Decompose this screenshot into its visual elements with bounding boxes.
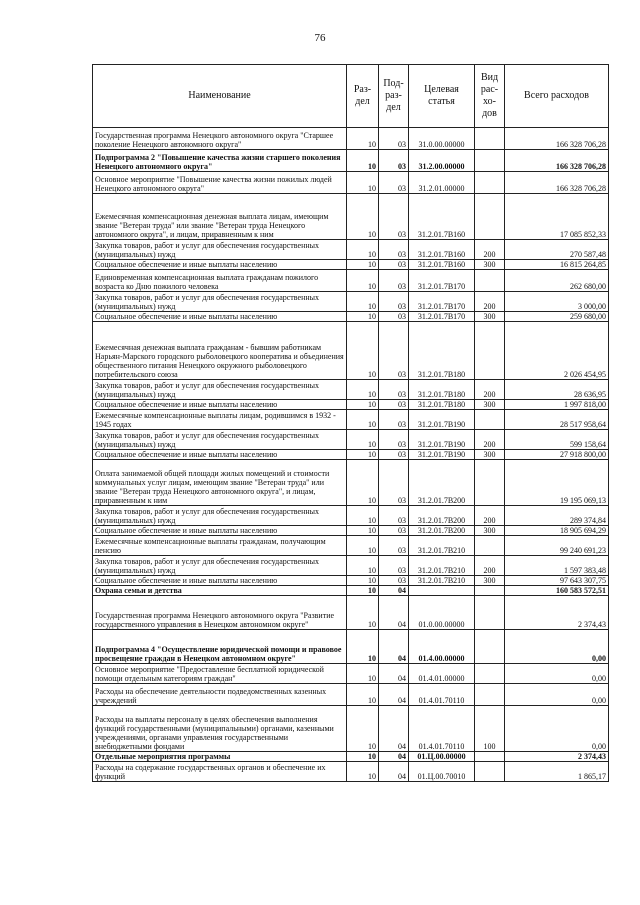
row-name: Закупка товаров, работ и услуг для обеспечения государственных (муниципальных) нужд: [93, 380, 347, 400]
row-razdel: 10: [347, 322, 379, 380]
table-row: [93, 684, 609, 706]
row-razdel: 10: [347, 430, 379, 450]
row-total: 166 328 706,28: [505, 150, 609, 172]
row-vid-rashodov: 300: [475, 400, 505, 410]
row-total: 0,00: [505, 706, 609, 752]
row-total: 27 918 800,00: [505, 450, 609, 460]
row-total: 160 583 572,51: [505, 586, 609, 596]
row-vid-rashodov: 200: [475, 240, 505, 260]
row-name: Закупка товаров, работ и услуг для обеспечения государственных (муниципальных) нужд: [93, 556, 347, 576]
row-celevaya-statya: 31.2.01.7В160: [409, 260, 475, 270]
row-vid-rashodov: [475, 128, 505, 150]
row-name: Подпрограмма 2 "Повышение качества жизни старшего поколения Ненецкого автономного округа": [93, 150, 347, 172]
row-name: Ежемесячная денежная выплата гражданам - бывшим работникам Нарьян-Марского городского рыболовецкого кооператива и объединения общественного питания Ненецкого окружного рыболовецкого потребительского союза: [93, 322, 347, 380]
row-vid-rashodov: 300: [475, 526, 505, 536]
table-row: [93, 752, 609, 762]
row-total: 2 374,43: [505, 752, 609, 762]
row-podrazdel: 03: [379, 172, 409, 194]
row-podrazdel: 03: [379, 450, 409, 460]
row-celevaya-statya: 01.0.00.00000: [409, 596, 475, 630]
row-podrazdel: 04: [379, 762, 409, 782]
row-podrazdel: 03: [379, 536, 409, 556]
row-vid-rashodov: [475, 664, 505, 684]
row-total: 16 815 264,85: [505, 260, 609, 270]
table-row: [93, 664, 609, 684]
row-celevaya-statya: 31.2.01.7В170: [409, 292, 475, 312]
row-celevaya-statya: 31.2.01.7В210: [409, 576, 475, 586]
row-name: Оплата занимаемой общей площади жилых помещений и стоимости коммунальных услуг лицам, имеющим звание "Ветеран труда" или звание "Ветеран труда Ненецкого автономного округа", и лицам, приравненным к ним: [93, 460, 347, 506]
row-podrazdel: 04: [379, 752, 409, 762]
row-name: Ежемесячные компенсационные выплаты гражданам, получающим пенсию: [93, 536, 347, 556]
row-vid-rashodov: 300: [475, 260, 505, 270]
row-razdel: 10: [347, 526, 379, 536]
row-podrazdel: 03: [379, 128, 409, 150]
row-total: 599 158,64: [505, 430, 609, 450]
row-celevaya-statya: 31.2.01.7В170: [409, 270, 475, 292]
table-row: [93, 762, 609, 782]
table-row: [93, 400, 609, 410]
row-podrazdel: 03: [379, 312, 409, 322]
row-celevaya-statya: 31.2.01.7В210: [409, 556, 475, 576]
row-name: Подпрограмма 4 "Осуществление юридической помощи и правовое просвещение граждан в Ненецком автономном округе": [93, 630, 347, 664]
table-row: [93, 586, 609, 596]
row-podrazdel: 03: [379, 526, 409, 536]
row-razdel: 10: [347, 596, 379, 630]
row-celevaya-statya: 31.2.01.00000: [409, 172, 475, 194]
row-podrazdel: 04: [379, 706, 409, 752]
row-celevaya-statya: 31.2.01.7В180: [409, 380, 475, 400]
row-vid-rashodov: [475, 684, 505, 706]
row-razdel: 10: [347, 292, 379, 312]
row-name: Расходы на содержание государственных органов и обеспечение их функций: [93, 762, 347, 782]
table-row: [93, 430, 609, 450]
row-total: 17 085 852,33: [505, 194, 609, 240]
row-celevaya-statya: 31.2.01.7В190: [409, 410, 475, 430]
table-row: [93, 260, 609, 270]
row-name: Расходы на обеспечение деятельности подведомственных казенных учреждений: [93, 684, 347, 706]
table-row: [93, 194, 609, 240]
row-celevaya-statya: 01.4.01.70110: [409, 684, 475, 706]
header-row: [93, 65, 609, 128]
row-razdel: 10: [347, 506, 379, 526]
row-podrazdel: 04: [379, 596, 409, 630]
row-vid-rashodov: [475, 586, 505, 596]
row-vid-rashodov: 200: [475, 506, 505, 526]
row-total: 28 636,95: [505, 380, 609, 400]
table-row: [93, 172, 609, 194]
row-razdel: 10: [347, 128, 379, 150]
row-vid-rashodov: [475, 752, 505, 762]
row-razdel: 10: [347, 706, 379, 752]
table-row: [93, 240, 609, 260]
row-razdel: 10: [347, 380, 379, 400]
row-razdel: 10: [347, 556, 379, 576]
row-vid-rashodov: 300: [475, 312, 505, 322]
row-name: Закупка товаров, работ и услуг для обеспечения государственных (муниципальных) нужд: [93, 292, 347, 312]
row-celevaya-statya: 31.2.01.7В210: [409, 536, 475, 556]
row-total: 259 680,00: [505, 312, 609, 322]
row-razdel: 10: [347, 460, 379, 506]
row-name: Социальное обеспечение и иные выплаты населению: [93, 576, 347, 586]
row-name: Основное мероприятие "Повышение качества жизни пожилых людей Ненецкого автономного округа": [93, 172, 347, 194]
row-vid-rashodov: 200: [475, 292, 505, 312]
row-podrazdel: 03: [379, 292, 409, 312]
row-vid-rashodov: [475, 194, 505, 240]
row-vid-rashodov: [475, 630, 505, 664]
row-razdel: 10: [347, 410, 379, 430]
row-total: 0,00: [505, 630, 609, 664]
table-row: [93, 312, 609, 322]
row-celevaya-statya: 01.4.01.70110: [409, 706, 475, 752]
row-razdel: 10: [347, 752, 379, 762]
row-vid-rashodov: [475, 172, 505, 194]
row-vid-rashodov: 300: [475, 576, 505, 586]
row-vid-rashodov: [475, 460, 505, 506]
row-celevaya-statya: 01.Ц.00.70010: [409, 762, 475, 782]
row-razdel: 10: [347, 576, 379, 586]
row-podrazdel: 04: [379, 586, 409, 596]
row-vid-rashodov: [475, 150, 505, 172]
row-podrazdel: 03: [379, 460, 409, 506]
row-razdel: 10: [347, 450, 379, 460]
row-celevaya-statya: 31.0.00.00000: [409, 128, 475, 150]
row-vid-rashodov: 200: [475, 380, 505, 400]
row-podrazdel: 03: [379, 556, 409, 576]
header-vid: Вид рас- хо- дов: [475, 65, 505, 128]
row-celevaya-statya: 31.2.01.7В200: [409, 506, 475, 526]
row-name: Закупка товаров, работ и услуг для обеспечения государственных (муниципальных) нужд: [93, 240, 347, 260]
row-total: 2 374,43: [505, 596, 609, 630]
row-podrazdel: 03: [379, 506, 409, 526]
table-row: [93, 706, 609, 752]
row-razdel: 10: [347, 536, 379, 556]
row-total: 0,00: [505, 664, 609, 684]
table-row: [93, 596, 609, 630]
row-razdel: 10: [347, 194, 379, 240]
row-celevaya-statya: 01.4.00.00000: [409, 630, 475, 664]
row-razdel: 10: [347, 260, 379, 270]
row-name: Закупка товаров, работ и услуг для обеспечения государственных (муниципальных) нужд: [93, 506, 347, 526]
table-row: [93, 536, 609, 556]
row-total: 97 643 307,75: [505, 576, 609, 586]
row-podrazdel: 03: [379, 322, 409, 380]
table-row: [93, 410, 609, 430]
row-podrazdel: 04: [379, 684, 409, 706]
row-vid-rashodov: 200: [475, 430, 505, 450]
row-vid-rashodov: [475, 322, 505, 380]
row-total: 28 517 958,64: [505, 410, 609, 430]
row-razdel: 10: [347, 150, 379, 172]
row-name: Отдельные мероприятия программы: [93, 752, 347, 762]
row-total: 289 374,84: [505, 506, 609, 526]
row-name: Социальное обеспечение и иные выплаты населению: [93, 400, 347, 410]
row-name: Социальное обеспечение и иные выплаты населению: [93, 450, 347, 460]
table-row: [93, 322, 609, 380]
row-razdel: 10: [347, 762, 379, 782]
row-total: 2 026 454,95: [505, 322, 609, 380]
row-celevaya-statya: 31.2.01.7В190: [409, 430, 475, 450]
row-podrazdel: 03: [379, 260, 409, 270]
row-celevaya-statya: 31.2.01.7В160: [409, 194, 475, 240]
row-total: 262 680,00: [505, 270, 609, 292]
row-razdel: 10: [347, 312, 379, 322]
row-podrazdel: 03: [379, 430, 409, 450]
row-podrazdel: 03: [379, 576, 409, 586]
row-razdel: 10: [347, 172, 379, 194]
row-name: Социальное обеспечение и иные выплаты населению: [93, 526, 347, 536]
row-celevaya-statya: 31.2.01.7В180: [409, 322, 475, 380]
row-celevaya-statya: 01.Ц.00.00000: [409, 752, 475, 762]
header-celevaya: Целевая статья: [409, 65, 475, 128]
row-podrazdel: 03: [379, 150, 409, 172]
table-row: [93, 506, 609, 526]
row-razdel: 10: [347, 664, 379, 684]
header-podrazdel: Под- раз- дел: [379, 65, 409, 128]
row-celevaya-statya: 31.2.01.7В190: [409, 450, 475, 460]
header-razdel: Раз- дел: [347, 65, 379, 128]
budget-table: [92, 64, 609, 782]
table-row: [93, 450, 609, 460]
table-row: [93, 292, 609, 312]
row-vid-rashodov: [475, 536, 505, 556]
row-podrazdel: 03: [379, 240, 409, 260]
table-row: [93, 270, 609, 292]
row-vid-rashodov: 200: [475, 556, 505, 576]
row-celevaya-statya: 31.2.00.00000: [409, 150, 475, 172]
row-name: Ежемесячные компенсационные выплаты лицам, родившимся в 1932 - 1945 годах: [93, 410, 347, 430]
row-podrazdel: 03: [379, 400, 409, 410]
row-podrazdel: 03: [379, 380, 409, 400]
row-total: 99 240 691,23: [505, 536, 609, 556]
table-row: [93, 460, 609, 506]
row-celevaya-statya: 31.2.01.7В170: [409, 312, 475, 322]
row-celevaya-statya: 01.4.01.00000: [409, 664, 475, 684]
row-name: Ежемесячная компенсационная денежная выплата лицам, имеющим звание "Ветеран труда" или звание "Ветеран труда Ненецкого автономного округа", и лицам, приравненным к ним: [93, 194, 347, 240]
table-row: [93, 526, 609, 536]
row-celevaya-statya: 31.2.01.7В200: [409, 526, 475, 536]
row-name: Охрана семьи и детства: [93, 586, 347, 596]
row-razdel: 10: [347, 630, 379, 664]
row-name: Единовременная компенсационная выплата гражданам пожилого возраста ко Дню пожилого человека: [93, 270, 347, 292]
row-podrazdel: 03: [379, 270, 409, 292]
row-total: 18 905 694,29: [505, 526, 609, 536]
row-vid-rashodov: [475, 410, 505, 430]
row-razdel: 10: [347, 240, 379, 260]
row-vid-rashodov: [475, 596, 505, 630]
row-total: 1 865,17: [505, 762, 609, 782]
row-razdel: 10: [347, 586, 379, 596]
row-vid-rashodov: [475, 270, 505, 292]
row-total: 1 997 818,00: [505, 400, 609, 410]
row-name: Государственная программа Ненецкого автономного округа "Развитие государственного управления в Ненецком автономном округе": [93, 596, 347, 630]
row-celevaya-statya: 31.2.01.7В160: [409, 240, 475, 260]
row-vid-rashodov: 100: [475, 706, 505, 752]
row-total: 1 597 383,48: [505, 556, 609, 576]
row-podrazdel: 03: [379, 194, 409, 240]
row-name: Государственная программа Ненецкого автономного округа "Старшее поколение Ненецкого автономного округа": [93, 128, 347, 150]
row-total: 270 587,48: [505, 240, 609, 260]
row-vid-rashodov: [475, 762, 505, 782]
header-name: Наименование: [93, 65, 347, 128]
row-name: Социальное обеспечение и иные выплаты населению: [93, 260, 347, 270]
row-name: Основное мероприятие "Предоставление бесплатной юридической помощи отдельным категориям граждан": [93, 664, 347, 684]
table-row: [93, 128, 609, 150]
row-celevaya-statya: [409, 586, 475, 596]
row-razdel: 10: [347, 684, 379, 706]
row-total: 3 000,00: [505, 292, 609, 312]
row-total: 0,00: [505, 684, 609, 706]
row-name: Социальное обеспечение и иные выплаты населению: [93, 312, 347, 322]
row-total: 166 328 706,28: [505, 128, 609, 150]
row-podrazdel: 04: [379, 664, 409, 684]
row-total: 166 328 706,28: [505, 172, 609, 194]
row-podrazdel: 03: [379, 410, 409, 430]
row-total: 19 195 069,13: [505, 460, 609, 506]
row-name: Расходы на выплаты персоналу в целях обеспечения выполнения функций государственными (муниципальными) органами, казенными учреждениями, органами управления государственными внебюджетными фондами: [93, 706, 347, 752]
table-row: [93, 576, 609, 586]
table-row: [93, 630, 609, 664]
row-razdel: 10: [347, 270, 379, 292]
row-vid-rashodov: 300: [475, 450, 505, 460]
row-name: Закупка товаров, работ и услуг для обеспечения государственных (муниципальных) нужд: [93, 430, 347, 450]
table-row: [93, 556, 609, 576]
row-celevaya-statya: 31.2.01.7В180: [409, 400, 475, 410]
table-row: [93, 380, 609, 400]
row-celevaya-statya: 31.2.01.7В200: [409, 460, 475, 506]
row-razdel: 10: [347, 400, 379, 410]
page-number: 76: [314, 32, 326, 44]
header-total: Всего расходов: [505, 65, 609, 128]
table-row: [93, 150, 609, 172]
row-podrazdel: 04: [379, 630, 409, 664]
